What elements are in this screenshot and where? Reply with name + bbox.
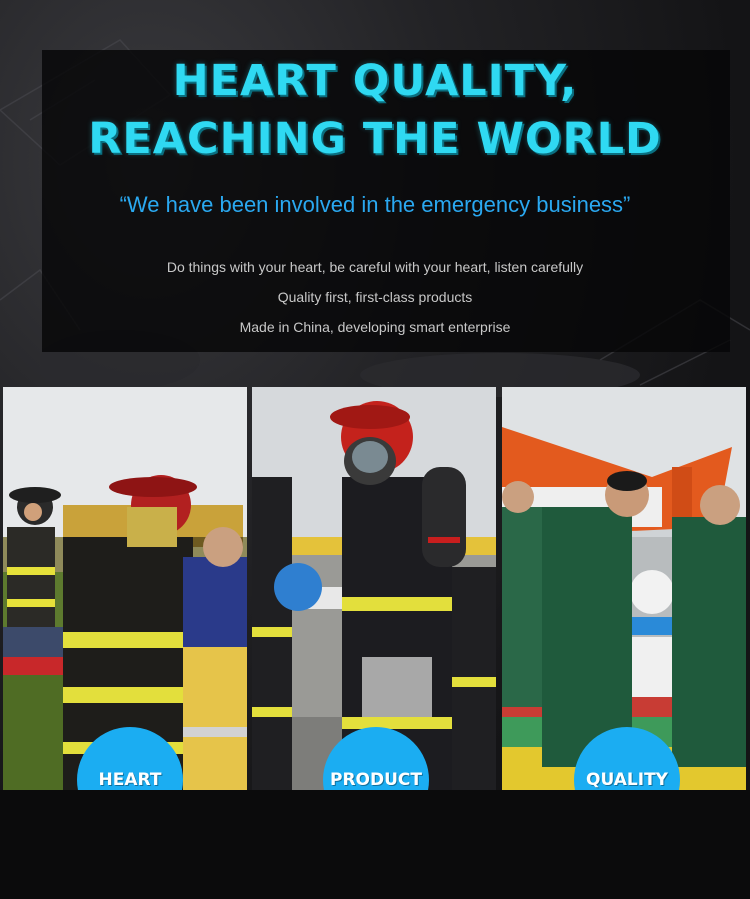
headline-line-1: HEART QUALITY, (172, 56, 578, 106)
quality-badge-label: QUALITY (586, 770, 668, 790)
bottom-band (0, 790, 750, 899)
motto-line-3: Made in China, developing smart enterprise (239, 319, 511, 335)
tagline-quote: “We have been involved in the emergency business” (119, 192, 631, 217)
product-badge-label: PRODUCT (330, 770, 422, 790)
motto-line-1: Do things with your heart, be careful with your heart, listen carefully (166, 259, 584, 275)
motto-line-2: Quality first, first-class products (277, 289, 473, 305)
headline-line-2: REACHING THE WORLD (88, 114, 662, 164)
heart-badge-label: HEART (98, 770, 162, 790)
